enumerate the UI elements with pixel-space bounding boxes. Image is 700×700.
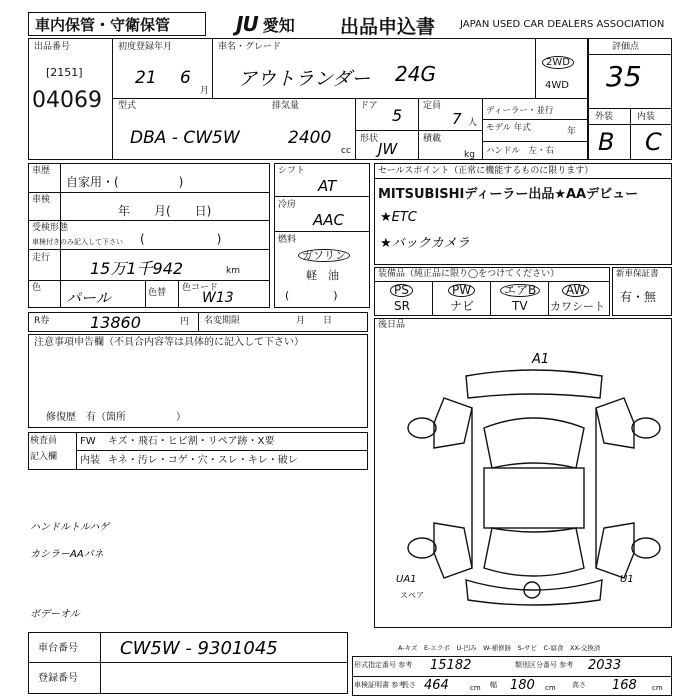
fuel-other: ( ): [285, 289, 338, 302]
plate-label: 登録番号: [38, 673, 78, 684]
color-tone-label: 色替: [148, 288, 167, 298]
entry-label: 出品番号: [34, 42, 71, 52]
registration-month: 6: [180, 68, 191, 88]
dealer-row3: ハンドル 左・右: [486, 146, 555, 156]
equip-ps: PS: [390, 284, 413, 297]
load-unit: kg: [464, 150, 475, 160]
equip-tv: TV: [512, 299, 528, 313]
color-code: W13: [202, 290, 234, 306]
specs-r1-value2: 2033: [588, 658, 622, 673]
car-damage-diagram: [404, 368, 664, 608]
doors-value: 5: [392, 106, 403, 125]
entry-sub: [2151]: [46, 66, 83, 79]
length-label: 長さ: [402, 681, 416, 689]
inspector-row2: キネ・汚レ・コゲ・穴・スレ・キレ・破レ: [108, 455, 298, 466]
length-unit: cm: [470, 684, 481, 692]
height-value: 168: [612, 678, 637, 693]
notes-label: 注意事項申告欄（不具合内容等は具体的に記入して下さい）: [34, 337, 304, 348]
dealer-row2: モデル 年式: [486, 123, 531, 133]
score-value: 35: [606, 60, 642, 93]
dealer-row2-unit: 年: [567, 127, 577, 137]
specs-r2-label: 車検証明書 参考: [354, 681, 406, 689]
interior-label: 内装: [637, 112, 656, 122]
interior-grade: C: [645, 128, 662, 156]
sales-point-line1: MITSUBISHIディーラー出品★AAデビュー: [378, 187, 639, 202]
storage-title-box: [28, 12, 206, 36]
mileage-label: 走行: [32, 253, 51, 263]
color-value: パール: [66, 289, 111, 307]
width-label: 幅: [490, 681, 497, 689]
color-code-label: 色コード: [182, 283, 219, 293]
exterior-grade: B: [598, 128, 615, 156]
name-label: 車名・グレード: [218, 42, 282, 52]
damage-ua1-left: UA1: [396, 574, 417, 585]
shape-value: JW: [378, 140, 398, 158]
mileage-value: 15万1千942: [90, 259, 184, 278]
capacity-label: 定員: [423, 101, 442, 111]
equip-sr: SR: [394, 299, 410, 313]
fuel-gasoline: ガソリン: [298, 249, 350, 262]
grade: 24G: [395, 62, 436, 86]
spare-label: スペア: [400, 591, 424, 600]
sales-point-label: セールスポイント（正常に機能するものに限ります）: [378, 166, 594, 176]
inspector-row1: キズ・飛石・ヒビ割・リペア跡・X要: [108, 436, 275, 447]
height-label: 高さ: [572, 681, 586, 689]
handwritten-note-2: カシラーAAパネ: [30, 549, 104, 560]
load-label: 積載: [423, 134, 442, 144]
sales-point-line2: ★ETC: [380, 210, 417, 225]
ac-value: AAC: [313, 211, 344, 229]
warranty-label: 新車保証書: [616, 269, 659, 279]
recycle-label: R券: [34, 316, 50, 326]
specs-r1-label: 形式指定番号 参考: [354, 661, 413, 669]
damage-legend: A-キズ E-エクボ U-凹み W-補修跡 S-サビ C-腐食 XX-交換済: [398, 644, 601, 652]
specs-r1-value: 15182: [430, 658, 472, 673]
equip-aw: AW: [562, 284, 589, 297]
score-label: 評価点: [612, 42, 640, 52]
inspector-row2-head: 内装: [80, 455, 100, 466]
equip-power-seat: カワシート: [550, 300, 605, 313]
recycle-unit: 円: [180, 317, 190, 327]
inspection-label: 車検: [32, 195, 51, 205]
capacity-value: 7: [452, 110, 462, 128]
equipment-label: 装備品（純正品に限り◯をつけてください）: [378, 269, 560, 279]
inspector-row1-head: FW: [80, 436, 96, 447]
exterior-label: 外装: [595, 112, 614, 122]
width-unit: cm: [545, 684, 556, 692]
registration-label: 初度登録年月: [118, 42, 173, 52]
dealer-row1: ディーラー・並行: [486, 106, 554, 116]
model-name: アウトランダー: [238, 68, 371, 90]
inspection-value: 年 月( 日): [118, 204, 212, 218]
repair-history: 修復歴 有（箇所 ）: [46, 412, 186, 423]
receipt-label: 受検形態: [32, 223, 69, 233]
type-label: 型式: [118, 101, 137, 111]
drive-2wd: 2WD: [542, 56, 574, 69]
form-title: 出品申込書: [340, 16, 436, 38]
receipt-value: ( ): [140, 232, 222, 246]
storage-title: 車内保管・守衛保管: [35, 16, 171, 34]
ju-logo-mark: JU: [236, 12, 258, 36]
inspector-label: 検査員: [30, 436, 58, 446]
displacement-label: 排気量: [272, 101, 300, 111]
height-unit: cm: [652, 684, 663, 692]
warranty-value: 有・無: [620, 290, 657, 304]
width-value: 180: [510, 678, 535, 693]
capacity-unit: 人: [468, 118, 478, 128]
registration-month-unit: 月: [200, 86, 210, 96]
color-label: 色: [32, 283, 42, 293]
association-name: JAPAN USED CAR DEALERS ASSOCIATION: [460, 19, 665, 30]
damage-a1: A1: [532, 352, 550, 367]
history-label: 車歴: [32, 166, 51, 176]
damage-u1-right: U1: [620, 574, 634, 585]
doors-label: ドア: [360, 101, 378, 111]
specs-r1-label2: 類別区分番号 参考: [515, 661, 574, 669]
sales-point-line3: ★バックカメラ: [380, 236, 470, 251]
history-value: 自家用・( ): [66, 175, 184, 189]
entry-number: 04069: [32, 88, 102, 113]
displacement-value: 2400: [288, 128, 332, 148]
ju-logo-text: 愛知: [262, 16, 295, 35]
drive-4wd: 4WD: [545, 80, 569, 91]
equip-airbag: エアB: [500, 284, 540, 297]
inspector-label2: 記入欄: [30, 452, 58, 462]
displacement-unit: cc: [341, 146, 351, 156]
type-value: DBA - CW5W: [130, 128, 240, 148]
handwritten-note-1: ハンドルトルハゲ: [30, 522, 110, 533]
fuel-diesel: 軽 油: [306, 269, 339, 282]
length-value: 464: [424, 678, 449, 693]
shift-label: シフト: [278, 166, 306, 176]
handwritten-note-3: ボデーオル: [30, 609, 80, 620]
chassis-label: 車台番号: [38, 643, 78, 654]
fuel-label: 燃料: [278, 235, 297, 245]
ac-label: 冷房: [278, 200, 297, 210]
mileage-unit: km: [226, 266, 240, 276]
shape-label: 形状: [360, 134, 379, 144]
registration-year: 21: [135, 68, 157, 88]
receipt-sub: 車検付きのみ記入して下さい: [32, 238, 123, 246]
recycle-value: 13860: [90, 313, 141, 332]
name-change-label: 名変期限: [204, 316, 241, 326]
equip-pw: PW: [448, 284, 475, 297]
name-change-value: 月 日: [296, 316, 333, 326]
equip-navi: ナビ: [450, 299, 475, 313]
afternotes-label: 後日品: [378, 320, 406, 330]
shift-value: AT: [318, 177, 337, 195]
ju-logo: [236, 12, 295, 36]
chassis-value: CW5W - 9301045: [120, 638, 278, 659]
